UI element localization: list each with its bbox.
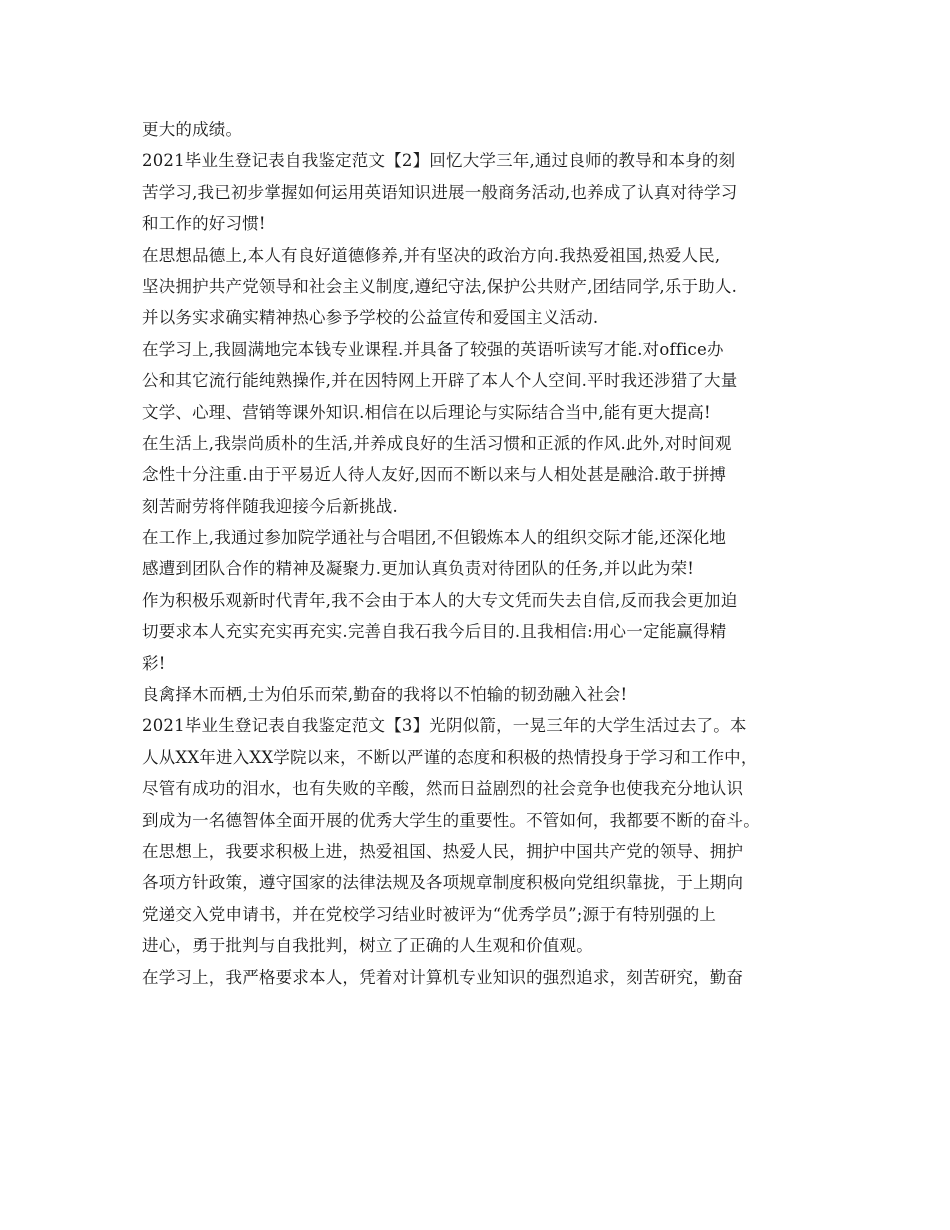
text-line: 感遭到团队合作的精神及凝聚力.更加认真负责对待团队的任务,并以此为荣! — [142, 559, 695, 579]
document-body — [142, 114, 822, 993]
text-line: 念性十分注重.由于平易近人待人友好,因而不断以来与人相处甚是融洽.敢于拼搏 — [142, 465, 727, 485]
text-line: 在学习上,我圆满地完本钱专业课程.并具备了较强的英语听读写才能.对office办 — [142, 339, 724, 359]
text-line: 进心，勇于批判与自我批判，树立了正确的人生观和价值观。 — [142, 936, 593, 956]
text-line: 2021毕业生登记表自我鉴定范文【3】光阴似箭，一晃三年的大学生活过去了。本 — [142, 716, 747, 736]
text-line: 更大的成绩。 — [142, 120, 243, 139]
text-line: 并以务实求确实精神热心参予学校的公益宣传和爱国主义活动. — [142, 308, 599, 328]
text-line: 文学、心理、营销等课外知识.相信在以后理论与实际结合当中,能有更大提高! — [142, 402, 711, 422]
text-line: 党递交入党申请书，并在党校学习结业时被评为“优秀学员”;源于有特别强的上 — [142, 904, 717, 924]
text-line: 各项方针政策，遵守国家的法律法规及各项规章制度积极向党组织靠拢，于上期向 — [142, 873, 744, 893]
text-line: 在生活上,我崇尚质朴的生活,并养成良好的生活习惯和正派的作风.此外,对时间观 — [142, 433, 732, 453]
text-line: 在思想品德上,本人有良好道德修养,并有坚决的政治方向.我热爱祖国,热爱人民, — [142, 245, 721, 265]
text-line: 2021毕业生登记表自我鉴定范文【2】回忆大学三年,通过良师的教导和本身的刻 — [142, 151, 736, 171]
text-line: 公和其它流行能纯熟操作,并在因特网上开辟了本人个人空间.平时我还涉猎了大量 — [142, 371, 738, 391]
text-line: 在思想上，我要求积极上进，热爱祖国、热爱人民，拥护中国共产党的领导、拥护 — [142, 841, 744, 861]
text-line: 刻苦耐劳将伴随我迎接今后新挑战. — [142, 496, 398, 516]
text-line: 切要求本人充实充实再充实.完善自我石我今后目的.且我相信:用心一定能赢得精 — [142, 622, 727, 642]
text-line: 人从XX年进入XX学院以来，不断以严谨的态度和积极的热情投身于学习和工作中， — [142, 747, 758, 767]
text-line: 和工作的好习惯! — [142, 214, 266, 234]
text-line: 坚决拥护共产党领导和社会主义制度,遵纪守法,保护公共财产,团结同学,乐于助人. — [142, 276, 738, 296]
text-line: 在工作上,我通过参加院学通社与合唱团,不但锻炼本人的组织交际才能,还深化地 — [142, 528, 727, 548]
text-line: 彩! — [142, 653, 166, 673]
text-line: 在学习上，我严格要求本人，凭着对计算机专业知识的强烈追求，刻苦研究，勤奋 — [142, 967, 744, 987]
text-line: 尽管有成功的泪水，也有失败的辛酸，然而日益剧烈的社会竞争也使我充分地认识 — [142, 779, 744, 799]
text-line: 良禽择木而栖,士为伯乐而荣,勤奋的我将以不怕输的韧劲融入社会! — [142, 685, 628, 705]
text-line: 作为积极乐观新时代青年,我不会由于本人的大专文凭而失去自信,反而我会更加迫 — [142, 590, 738, 610]
text-line: 苦学习,我已初步掌握如何运用英语知识进展一般商务活动,也养成了认真对待学习 — [142, 182, 738, 202]
text-line: 到成为一名德智体全面开展的优秀大学生的重要性。不管如何，我都要不断的奋斗。 — [142, 810, 760, 830]
